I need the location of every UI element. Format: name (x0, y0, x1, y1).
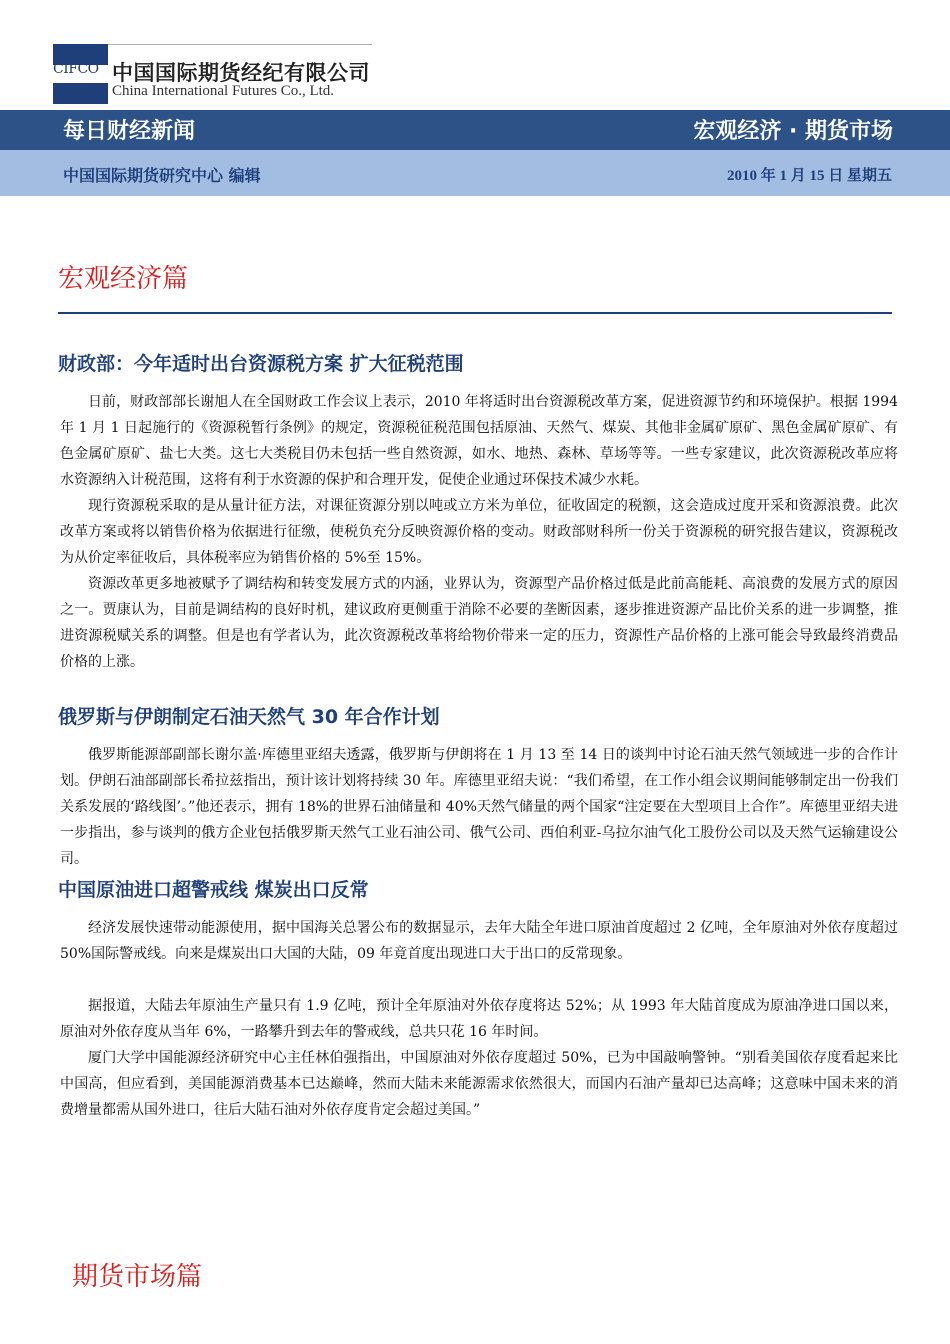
logo-block-bottom (53, 83, 108, 104)
company-name-en: China International Futures Co., Ltd. (112, 83, 335, 99)
article-headline: 财政部：今年适时出台资源税方案 扩大征税范围 (58, 353, 464, 375)
article-paragraph: 资源改革更多地被赋予了调结构和转变发展方式的内涵，业界认为，资源型产品价格过低是此前高能耗、高浪费的发展方式的原因之一。贾康认为，目前是调结构的良好时机，建议政府更侧重于消除不必要的垄断因素，逐步推进资源产品比价关系的进一步调整，推进资源税赋关系的调整。但是也有学者认为，此次资源税改革将给物价带来一定的压力，资源性产品价格的上涨可能会导致最终消费品价格的上涨。 (60, 576, 898, 670)
article-crude-oil-imports (58, 877, 898, 1123)
header-band (0, 110, 950, 150)
publication-topics: 宏观经济 · 期货市场 (693, 119, 893, 144)
article-paragraph: 日前，财政部部长谢旭人在全国财政工作会议上表示，2010 年将适时出台资源税改革方案，促进资源节约和环境保护。根据 1994 年 1 月 1 日起施行的《资源税暂行条例》的规定，资源税征税范围包括原油、天然气、煤炭、其他非金属矿原矿、黑色金属矿原矿、有色金属矿原矿、盐七大类。这七大类税目仍未包括一些自然资源，如水、地热、森林、草场等等。一些专家建议，此次资源税改革应将水资源纳入计税范围，这将有利于水资源的保护和合理开发，促使企业通过环保技术减少水耗。 (60, 394, 898, 488)
article-paragraph: 厦门大学中国能源经济研究中心主任林伯强指出，中国原油对外依存度超过 50%，已为中国敲响警钟。“别看美国依存度看起来比中国高，但应看到，美国能源消费基本已达巅峰，然而大陆未来能源需求依然很大，而国内石油产量却已达高峰；这意味中国未来的消费增量都需从国外进口，往后大陆石油对外依存度肯定会超过美国。” (60, 1050, 898, 1118)
section-title-futures: 期货市场篇 (72, 1262, 203, 1292)
article-headline: 俄罗斯与伊朗制定石油天然气 30 年合作计划 (58, 706, 440, 728)
publication-name: 每日财经新闻 (63, 119, 196, 144)
logo-divider (108, 44, 372, 45)
section-divider (58, 312, 892, 314)
article-paragraph: 现行资源税采取的是从量计征方法，对课征资源分别以吨或立方米为单位，征收固定的税额，这会造成过度开采和资源浪费。此次改革方案或将以销售价格为依据进行征缴，使税负充分反映资源价格的变动。财政部财科所一份关于资源税的研究报告建议，资源税改为从价定率征收后，具体税率应为销售价格的 5%至 15%。 (60, 498, 898, 566)
editor-line: 中国国际期货研究中心 编辑 (63, 166, 261, 185)
section-title-macro: 宏观经济篇 (58, 264, 189, 294)
article-paragraph: 经济发展快速带动能源使用，据中国海关总署公布的数据显示，去年大陆全年进口原油首度超过 2 亿吨，全年原油对外依存度超过 50%国际警戒线。向来是煤炭出口大国的大陆，09 年竟首度出现进口大于出口的反常现象。 (60, 920, 898, 962)
article-resource-tax (58, 351, 898, 675)
subheader-band (0, 150, 950, 196)
article-headline: 中国原油进口超警戒线 煤炭出口反常 (58, 879, 369, 901)
article-paragraph: 俄罗斯能源部副部长谢尔盖·库德里亚绍夫透露，俄罗斯与伊朗将在 1 月 13 至 14 日的谈判中讨论石油天然气领域进一步的合作计划。伊朗石油部副部长希拉兹指出，预计该计划将持续 30 年。库德里亚绍夫说：“我们希望，在工作小组会议期间能够制定出一份我们关系发展的‘路线图’。”他还表示，拥有 18%的世界石油储量和 40%天然气储量的两个国家“注定要在大型项目上合作”。库德里亚绍夫进一步指出，参与谈判的俄方企业包括俄罗斯天然气工业石油公司、俄气公司、西伯利亚-乌拉尔油气化工股份公司以及天然气运输建设公司。 (60, 747, 898, 867)
article-paragraph: 据报道，大陆去年原油生产量只有 1.9 亿吨，预计全年原油对外依存度将达 52%；从 1993 年大陆首度成为原油净进口国以来，原油对外依存度从当年 6%，一路攀升到去年的警戒线，总共只花 16 年时间。 (60, 998, 898, 1040)
company-logo (53, 44, 108, 104)
logo-text: CIFCO (53, 61, 99, 77)
article-russia-iran (58, 704, 898, 872)
company-name-cn: 中国国际期货经纪有限公司 (112, 61, 370, 85)
issue-date: 2010 年 1 月 15 日 星期五 (726, 168, 892, 184)
